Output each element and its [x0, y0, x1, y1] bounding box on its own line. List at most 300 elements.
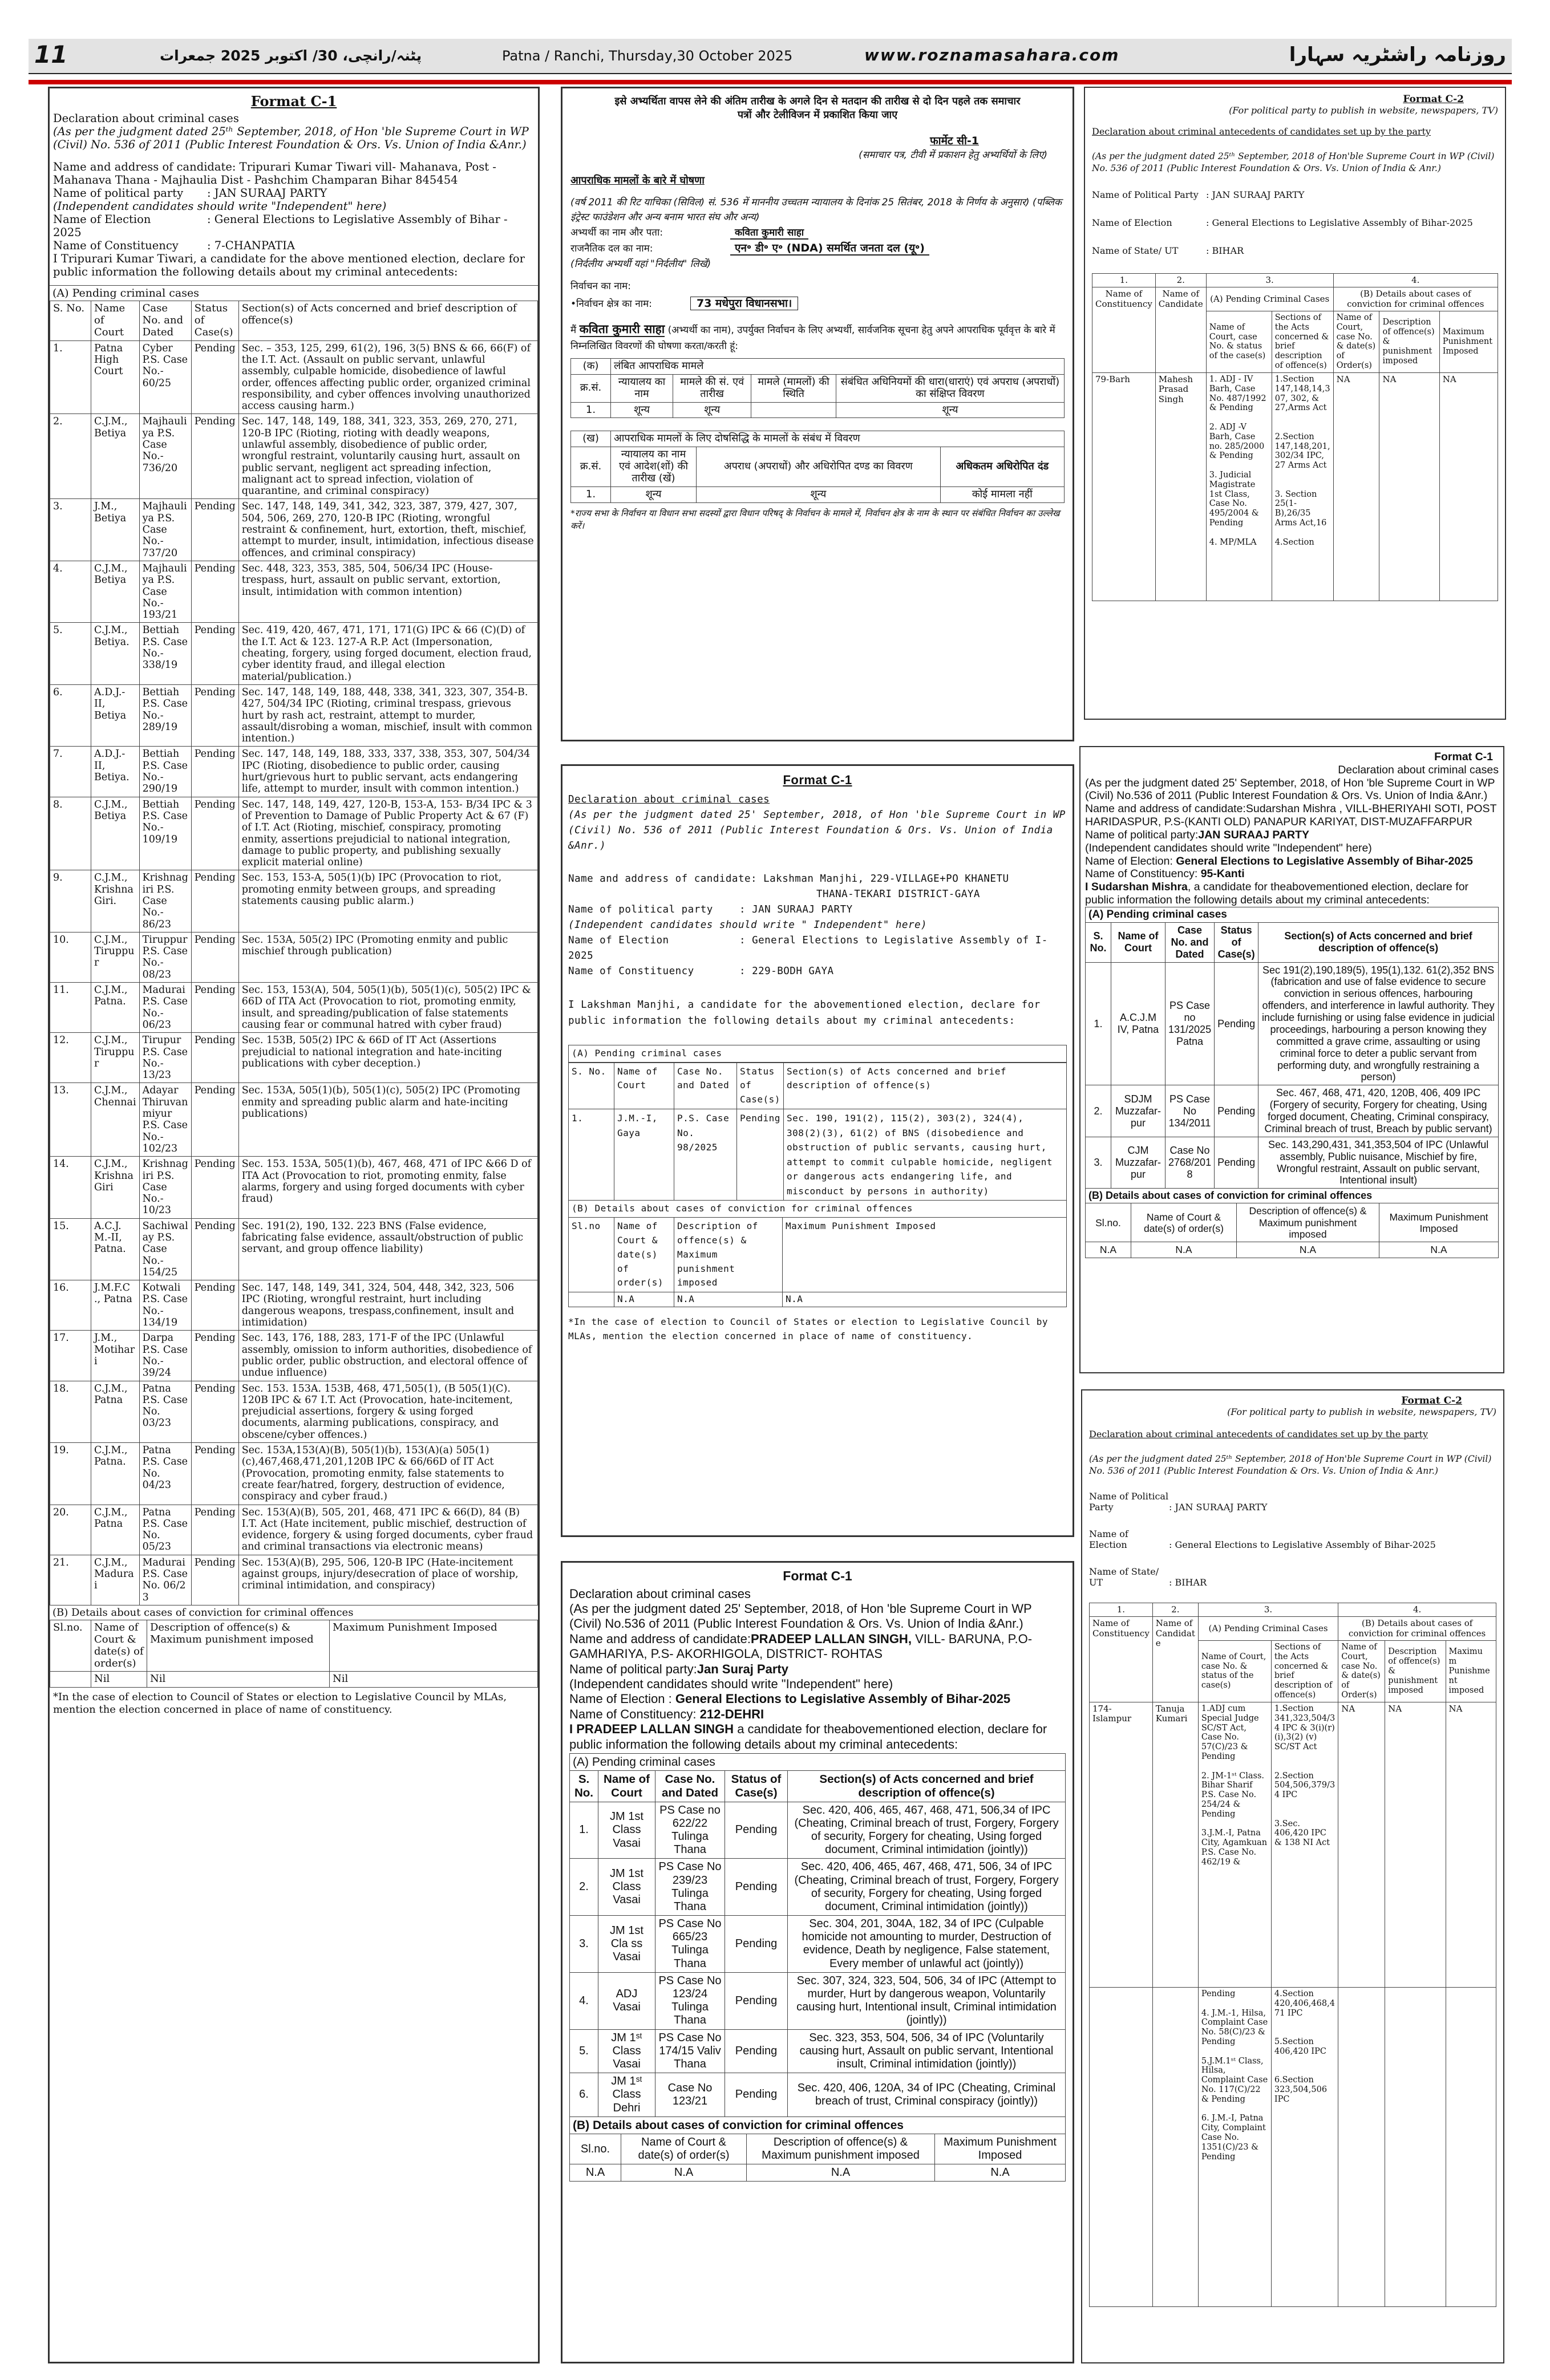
c2a-party-label: Name of Political Party: [1092, 189, 1199, 200]
c2b-election-label: Name of Election: [1089, 1528, 1128, 1550]
c1-cell: C.J.M., Krishna Giri: [91, 1157, 140, 1218]
mc-party-label: Name of political party:: [1085, 828, 1199, 841]
hindi-const-label: •निर्वाचन क्षेत्र का नाम:: [570, 298, 652, 310]
c1-cell: Sec. 143, 176, 188, 283, 171-F of the IPC (Unlawful assembly, omission to inform authorities, disobedience of public order, public obstruction, and electoral offence of undue influence): [238, 1331, 537, 1381]
lm-indep: (Independent candidates should write " Independent" here): [568, 919, 928, 931]
c1-cell: Pending: [191, 1218, 238, 1280]
ps-row: [570, 1916, 1066, 1973]
ps-cell: 1.: [570, 1802, 598, 1859]
c1-cell: Majhauli ya P.S. Case No.- 193/21: [139, 561, 191, 622]
c1-cell: Sec. 419, 420, 467, 471, 171, 171(G) IPC & 66 (C)(D) of the I.T. Act & 123. 127-A R.P. Act (Impersonation, cheating, forgery, using forged document, election fraud, cyber identity fraud, and illegal election material/publication.): [238, 623, 537, 684]
c1-row: [50, 1157, 538, 1218]
ps-decl: Declaration about criminal cases: [569, 1586, 751, 1601]
lm-judgment: (As per the judgment dated 25' September, 2018, of Hon 'ble Supreme Court in WP (Civil) No. 536 of 2011 (Public Interest Foundation & Ors. Vs. Union of India &Anr.): [568, 809, 1066, 852]
c1-constituency-value: : 7-CHANPATIA: [207, 239, 295, 252]
masthead: روزنامہ راشٹریہ سہارا: [1289, 43, 1506, 66]
ps-cell: Sec. 420, 406, 120A, 34 of IPC (Cheating, Criminal breach of trust, Criminal conspiracy (jointly)): [788, 2073, 1066, 2117]
c1-cell: Pending: [191, 1505, 238, 1555]
c1-cell: Sec. 153(A)(B), 295, 506, 120-B IPC (Hate-incitement against groups, injury/desecration of place of worship, criminal intimidation, and conspiracy): [238, 1555, 537, 1605]
hindi-name-value: कविता कुमारी साहा: [730, 227, 808, 240]
c2b-h1: (B) Details about cases of conviction for criminal offences: [1338, 1617, 1496, 1641]
c2a-na: NA: [1379, 372, 1439, 601]
ps-election-value: General Elections to Legislative Assembly of Bihar-2025: [675, 1692, 1011, 1706]
mc-th: Name of Court: [1111, 922, 1165, 962]
mc-judgment: (As per the judgment dated 25' September, 2018, of Hon 'ble Supreme Court in WP (Civil) No.536 of 2011 (Public Interest Foundation & Ors. Vs. Union of India &Anr.): [1085, 776, 1495, 802]
c1-cell: Sec. 153(A)(B), 505, 201, 468, 471 IPC & 66(D), 84 (B) I.T. Act (Hate incitement, public mischief, destruction of evidence, forgery & using forged documents, cyber fraud and criminal transactions via electronic means): [238, 1505, 537, 1555]
c2b-h2: Sections of the Acts concerned & brief description of offence(s): [1271, 1641, 1338, 1702]
lm-bh: Maximum Punishment Imposed: [783, 1218, 1067, 1292]
ps-judgment: (As per the judgment dated 25' September, 2018, of Hon 'ble Supreme Court in WP (Civil) No.536 of 2011 (Public Interest Foundation & Ors. Vs. Union of India &Anr.): [569, 1601, 1032, 1631]
newspaper-header: [29, 39, 1512, 74]
c1-row: [50, 797, 538, 870]
c2b-constituency: 174-Islampur: [1090, 1702, 1153, 1987]
c1-cell: 20.: [50, 1505, 91, 1555]
mc-cell: Pending: [1215, 962, 1258, 1085]
c2b-h2: Name of Court, case No. & date(s) of Order(s): [1338, 1641, 1385, 1702]
c1-cell: 14.: [50, 1157, 91, 1218]
ps-name: PRADEEP LALLAN SINGH,: [750, 1631, 912, 1646]
c1-cell: Sec. 147, 148, 149, 341, 324, 504, 448, 342, 323, 506 IPC (Rioting, wrongful restraint, hurt including dangerous weapons, trespass,confinement, insult and intimidation): [238, 1280, 537, 1331]
c1-cell: C.J.M., Chennai: [91, 1083, 140, 1157]
c2a-candidate: Mahesh Prasad Singh: [1155, 372, 1206, 601]
c1-cell: 11.: [50, 983, 91, 1033]
c1-cell: Sec. 147, 148, 149, 427, 120-B, 153-A, 153- B/34 IPC & 3 of Prevention to Damage of Public Property Act & 67 (F) of I.T. Act (Rioting, mischief, conspiracy, promoting enmity, assertions prejudicial to national integration, damage to public property, and publishing sexually explicit material online): [238, 797, 537, 870]
c2b-num: 4.: [1338, 1603, 1496, 1616]
ps-section-a: (A) Pending criminal cases: [569, 1753, 1066, 1770]
ps-pending-table: [569, 1770, 1066, 2117]
c1-cell: A.D.J.-II, Betiya.: [91, 747, 140, 797]
c1-cell: Bettiah P.S. Case No.- 338/19: [139, 623, 191, 684]
ps-cell: JM 1ˢᵗ Class Vasai: [598, 2029, 655, 2073]
mc-statement: , a candidate for theabovementioned election, declare for public information the following details about my criminal antecedents:: [1085, 881, 1469, 906]
ps-th: S. No.: [570, 1771, 598, 1802]
lm-th: Name of Court: [614, 1063, 674, 1109]
mc-cell: PS Case no 131/2025 Patna: [1165, 962, 1215, 1085]
c1-cell: Sec. 153A,153(A)(B), 505(1)(b), 153(A)(a) 505(1)(c),467,468,471,201,120B IPC & 66/66D of IT Act (Provocation, promoting enmity, false statements to create fear/hatred, forgery, destruction of evidence, conspiracy and cyber fraud.): [238, 1443, 537, 1505]
c1-bh: Sl.no.: [50, 1620, 91, 1672]
c2b-na: NA: [1446, 1702, 1496, 1987]
c2b-sub: (For political party to publish in website, newspapers, TV): [1227, 1406, 1496, 1417]
c1-bv: Nil: [147, 1672, 330, 1688]
c2b-h1: Name of Candidat e: [1152, 1617, 1198, 1702]
mc-decl: Declaration about criminal cases: [1338, 763, 1499, 776]
c1-constituency-label: Name of Constituency: [53, 239, 179, 252]
mc-title: Format C-1: [1434, 751, 1493, 763]
c1-cell: Pending: [191, 1443, 238, 1505]
c1-cell: Patna High Court: [91, 340, 140, 414]
c1-cell: Patna P.S. Case No. 05/23: [139, 1505, 191, 1555]
c2a-election-value: : General Elections to Legislative Assembly of Bihar-2025: [1206, 217, 1473, 228]
c2b-title: Format C-2: [1401, 1395, 1462, 1406]
mc-row: [1086, 962, 1499, 1085]
lm-td: Pending: [737, 1109, 784, 1201]
c1-bh: Name of Court & date(s) of order(s): [91, 1620, 147, 1672]
c2b-state-value: : BIHAR: [1169, 1576, 1207, 1588]
mc-cell: CJM Muzzafar-pur: [1111, 1137, 1165, 1189]
ps-cell: JM 1st Class Vasai: [598, 1802, 655, 1859]
c2b-party-value: : JAN SURAAJ PARTY: [1169, 1501, 1268, 1513]
c2b-table: [1089, 1603, 1496, 2307]
c2b-h1: (A) Pending Criminal Cases: [1198, 1617, 1338, 1641]
c1-cell: Pending: [191, 1033, 238, 1083]
c1-cell: 9.: [50, 870, 91, 932]
mc-bh: Description of offence(s) & Maximum punishment imposed: [1237, 1203, 1379, 1242]
ps-bv: N.A: [621, 2164, 747, 2182]
c1-row: [50, 499, 538, 561]
c1-cell: Cyber P.S. Case No.- 60/25: [139, 340, 191, 414]
c1-cell: 8.: [50, 797, 91, 870]
hindi-p2a: मैं: [570, 325, 577, 336]
c1-cell: Adayar Thiruvan miyur P.S. Case No.- 102/23: [139, 1083, 191, 1157]
ps-bh: Sl.no.: [570, 2134, 621, 2164]
ps-cell: 5.: [570, 2029, 598, 2073]
ps-cell: Sec. 323, 353, 504, 506, 34 of IPC (Voluntarily causing hurt, Assault on public servant, Intentional insult, Criminal intimidation (jointly)): [788, 2029, 1066, 2073]
c1-cell: 17.: [50, 1331, 91, 1381]
c1-pending-table: [50, 301, 538, 1605]
c1-cell: 13.: [50, 1083, 91, 1157]
c1-cell: J.M., Motihar i: [91, 1331, 140, 1381]
ps-bh: Description of offence(s) & Maximum punishment imposed: [747, 2134, 935, 2164]
website[interactable]: www.roznamasahara.com: [864, 46, 1120, 64]
ps-indep: (Independent candidates should write "Independent" here): [569, 1676, 893, 1691]
c1-cell: 7.: [50, 747, 91, 797]
ps-statement: a candidate for theabovementioned election, declare for public information the following details about my criminal antecedents:: [569, 1722, 1047, 1751]
c2b-decl: Declaration about criminal antecedents of candidates set up by the party: [1089, 1429, 1428, 1440]
c1-cell: 15.: [50, 1218, 91, 1280]
lm-address: Name and address of candidate: Lakshman Manjhi, 229-VILLAGE+PO KHANETU: [568, 873, 1009, 885]
lm-section-b: (B) Details about cases of conviction for criminal offences: [568, 1201, 1067, 1217]
mc-stmt-name: I Sudarshan Mishra: [1085, 881, 1188, 894]
c1-table-header: [50, 301, 538, 341]
c1-cell: Tiruppur P.S. Case No.- 08/23: [139, 932, 191, 982]
c1-cell: Krishnag iri P.S. Case No.- 10/23: [139, 1157, 191, 1218]
c2a-h2: Name of Court, case No. & status of the case(s): [1206, 311, 1272, 373]
ps-cell: 4.: [570, 1972, 598, 2029]
c2a-constituency: 79-Barh: [1092, 372, 1156, 601]
ps-cell: Pending: [725, 1859, 788, 1916]
c1-cell: Sec. 448, 323, 353, 385, 504, 506/34 IPC (House-trespass, hurt, assault on public servant, extortion, insult, intimidation with common intention): [238, 561, 537, 622]
c1-cell: Bettiah P.S. Case No.- 109/19: [139, 797, 191, 870]
ps-cell: PS Case No 665/23 Tulinga Thana: [655, 1916, 725, 1973]
c1-cell: Sec. 153A, 505(1)(b), 505(1)(c), 505(2) IPC (Promoting enmity and spreading public alarm and hate-inciting publications): [238, 1083, 537, 1157]
c1-cell: Majhauli ya P.S. Case No.- 737/20: [139, 499, 191, 561]
lm-section-a: (A) Pending criminal cases: [568, 1045, 1067, 1063]
c2b-h2: Description of offence(s) & punishment imposed: [1385, 1641, 1446, 1702]
hindi-kha-title: आपराधिक मामलों के लिए दोषसिद्धि के मामलों के संबंध में विवरण: [611, 431, 1065, 447]
c1-cell: Pending: [191, 870, 238, 932]
hindi-p2b: (अभ्यर्थी का नाम), उपर्युक्त निर्वाचन के लिए अभ्यर्थी, सार्वजनिक सूचना हेतु अपने आपराधिक पूर्ववृत्त के बारे में निम्नलिखित विवरणों की घोषणा करता/करती हूं:: [570, 325, 1055, 352]
hindi-khh: न्यायालय का नाम एवं आदेश(शों) की तारीख (खें): [611, 447, 697, 487]
c1-cell: C.J.M., Betiya: [91, 797, 140, 870]
c2a-state-value: : BIHAR: [1206, 245, 1244, 256]
c1-cell: C.J.M., Madura i: [91, 1555, 140, 1605]
ps-bv: N.A: [935, 2164, 1066, 2182]
hindi-p2-name: कविता कुमारी साहा: [579, 322, 665, 336]
c1-cell: Kotwali P.S. Case No.- 134/19: [139, 1280, 191, 1331]
ps-cell: 2.: [570, 1859, 598, 1916]
c1-cell: 5.: [50, 623, 91, 684]
c2b-num: 3.: [1198, 1603, 1338, 1616]
c1-cell: A.C.J. M.-II, Patna.: [91, 1218, 140, 1280]
mc-section-a: (A) Pending criminal cases: [1085, 907, 1499, 922]
lm-constituency-label: Name of Constituency: [568, 966, 694, 978]
c1-address: Name and address of candidate: Tripurari Kumar Tiwari vill- Mahanava, Post - Mahanava Thana - Majhaulia Dist - Pashchim Champaran Bihar 845454: [53, 160, 496, 186]
c1-cell: Sec. 153. 153A, 505(1)(b), 467, 468, 471 of IPC &66 D of ITA Act (Provocation to riot, promoting enmity, false alarms, forgery and using forged documents with cyber fraud): [238, 1157, 537, 1218]
c1-cell: C.J.M., Tiruppu r: [91, 1033, 140, 1083]
mc-cell: Case No 2768/201 8: [1165, 1137, 1215, 1189]
mc-bh: Name of Court & date(s) of order(s): [1131, 1203, 1237, 1242]
c1-row: [50, 1331, 538, 1381]
ps-cell: Pending: [725, 2073, 788, 2117]
c1-cell: 18.: [50, 1381, 91, 1442]
lm-bh: Description of offence(s) & Maximum punishment imposed: [674, 1218, 783, 1292]
lm-address2: THANA-TEKARI DISTRICT-GAYA: [816, 888, 980, 900]
ps-cell: PS Case No 239/23 Tulinga Thana: [655, 1859, 725, 1916]
c1-cell: Pending: [191, 414, 238, 499]
c1-cell: Sec. 191(2), 190, 132. 223 BNS (False evidence, fabricating false evidence, assault/obstruction of public servant, and group offence liability): [238, 1218, 537, 1280]
c1-cell: Majhauli ya P.S. Case No.- 736/20: [139, 414, 191, 499]
mc-row: [1086, 1137, 1499, 1189]
mc-th: Section(s) of Acts concerned and brief description of offence(s): [1258, 922, 1499, 962]
ps-cell: Sec. 304, 201, 304A, 182, 34 of IPC (Culpable homicide not amounting to murder, Destruction of evidence, Death by negligence, False statement, Every member of unlawful act (jointly)): [788, 1916, 1066, 1973]
c2a-title: Format C-2: [1403, 94, 1464, 105]
hindi-ka-table: [570, 358, 1065, 419]
c2a-h2: Name of Court, case No. & date(s) of Order(s): [1333, 311, 1379, 373]
c2a-sections: 1.Section 147,148,14,3 07, 302, & 27,Arms Act 2.Section 147,148,201, 302/34 IPC, 27 Arms Act 3. Section 25(1-B),26/35 Arms Act,16 4.Section: [1272, 372, 1333, 601]
mc-cell: SDJM Muzzafar-pur: [1111, 1085, 1165, 1137]
ps-cell: PS Case No 123/24 Tulinga Thana: [655, 1972, 725, 2029]
mc-bh: Maximum Punishment Imposed: [1379, 1203, 1499, 1242]
c1-cell: Pending: [191, 623, 238, 684]
mc-address-value: Sudarshan Mishra , VILL-BHERIYAHI SOTI, POST HARIDASPUR, P.S-(KANTI OLD) PANAPUR KARIYAT, DIST-MUZAFFARPUR: [1085, 802, 1497, 829]
c1-row: [50, 983, 538, 1033]
c1-row: [50, 1083, 538, 1157]
c1-cell: Pending: [191, 340, 238, 414]
c1-row: [50, 623, 538, 684]
c2a-courts: 1. ADJ - IV Barh, Case No. 487/1992 & Pending 2. ADJ -V Barh, Case no. 285/2000 & Pending 3. Judicial Magistrate 1st Class, Case No. 495/2004 & Pending 4. MP/MLA: [1206, 372, 1272, 601]
c1-cell: Patna P.S. Case No. 03/23: [139, 1381, 191, 1442]
hindi-election-label: निर्वाचन का नाम:: [570, 281, 631, 293]
ps-stmt-name: I PRADEEP LALLAN SINGH: [569, 1722, 734, 1737]
c1-cell: Pending: [191, 1555, 238, 1605]
c1-cell: Pending: [191, 797, 238, 870]
c1-cell: Sec. 153, 153-A, 505(1)(b) IPC (Provocation to riot, promoting enmity between groups, and spreading statements causing public alarm.): [238, 870, 537, 932]
hindi-indep: (निर्दलीय अभ्यर्थी यहां "निर्दलीय" लिखें): [570, 258, 711, 270]
c2a-decl: Declaration about criminal antecedents of candidates set up by the party: [1092, 126, 1431, 137]
ps-cell: PS Case no 622/22 Tulinga Thana: [655, 1802, 725, 1859]
hindi-khh: क्र.सं.: [571, 447, 611, 487]
ps-cell: Pending: [725, 1916, 788, 1973]
hindi-kv: शून्य: [611, 402, 673, 418]
ps-block: [561, 1561, 1074, 2363]
c1-cell: 1.: [50, 340, 91, 414]
mc-constituency-value: 95-Kanti: [1200, 867, 1245, 881]
c1-cell: Sec. 153B, 505(2) IPC & 66D of IT Act (Assertions prejudicial to national integration and hate-inciting publications with cyber deception.): [238, 1033, 537, 1083]
mc-th: Status of Case(s): [1215, 922, 1258, 962]
mc-cell: 1.: [1086, 962, 1111, 1085]
c1-cell: Pending: [191, 747, 238, 797]
c1-cell: Pending: [191, 684, 238, 746]
c1-cell: Madurai P.S. Case No.- 06/23: [139, 983, 191, 1033]
hindi-kv: शून्य: [673, 402, 751, 418]
hindi-party-label: राजनैतिक दल का नाम:: [570, 243, 653, 255]
lm-th: Section(s) of Acts concerned and brief description of offence(s): [783, 1063, 1066, 1109]
ps-cell: Sec. 420, 406, 465, 467, 468, 471, 506, 34 of IPC (Cheating, Criminal breach of trust, Forgery, Forgery of security, Forgery for cheating, Using forged document, Criminal intimidation (jointly)): [788, 1859, 1066, 1916]
ps-cell: JM 1st Class Vasai: [598, 1859, 655, 1916]
c2b-h2: Maximu m Punishme nt imposed: [1446, 1641, 1496, 1702]
ps-section-b: (B) Details about cases of conviction for criminal offences: [569, 2117, 1066, 2134]
hindi-khv: शून्य: [611, 486, 697, 502]
c1-cell: Sec. 153, 153(A), 504, 505(1)(b), 505(1)(c), 505(2) IPC & 66D of ITA Act (Provocation to riot, promoting enmity, insult, and spreading/publication of false statements causing fear or communal hatred with cyber fraud): [238, 983, 537, 1033]
c1-row: [50, 561, 538, 622]
mc-conviction-table: [1085, 1203, 1499, 1258]
mc-bv: N.A: [1086, 1242, 1131, 1258]
c1-cell: Patna P.S. Case No. 04/23: [139, 1443, 191, 1505]
ps-bv: N.A: [747, 2164, 935, 2182]
c1-row: [50, 1280, 538, 1331]
hindi-format: फार्मेट सी-1: [930, 135, 979, 147]
hindi-heading: आपराधिक मामलों के बारे में घोषणा: [570, 175, 705, 186]
c2b-h1: Name of Constituency: [1090, 1617, 1153, 1702]
hindi-kha-table: [570, 431, 1065, 502]
c1-cell: Sec. 153A, 505(2) IPC (Promoting enmity and public mischief through publication): [238, 932, 537, 982]
ps-cell: Case No 123/21: [655, 2073, 725, 2117]
hindi-party-value: एन॰ डी॰ ए॰ (NDA) समर्थित जनता दल (यू॰): [730, 242, 929, 256]
mc-cell: A.C.J.M IV, Patna: [1111, 962, 1165, 1085]
ps-bh: Name of Court & date(s) of order(s): [621, 2134, 747, 2164]
ps-title: Format C-1: [783, 1568, 852, 1583]
c2b-candidate: Tanuja Kumari: [1152, 1702, 1198, 1987]
mc-cell: Sec. 467, 468, 471, 420, 120B, 406, 409 IPC (Forgery of security, Forgery for cheating, Using forged document, Cheating, Criminal conspiracy, Criminal breach of trust, Breach by public servant): [1258, 1085, 1499, 1137]
hindi-kh: मामले (मामलों) की स्थिति: [751, 374, 836, 402]
c1-judgment: (As per the judgment dated 25ᵗʰ September, 2018, of Hon 'ble Supreme Court in WP (Civil) No. 536 of 2011 (Public Interest Foundation & Ors. Vs. Union of India &Anr.): [53, 125, 529, 151]
c1-party-value: : JAN SURAAJ PARTY: [207, 186, 327, 200]
c1-cell: 12.: [50, 1033, 91, 1083]
hindi-kv: 1.: [571, 402, 611, 418]
hindi-const-value: 73 मधेपुरा विधानसभा।: [690, 297, 798, 310]
c1-cell: Pending: [191, 932, 238, 982]
c2b-num: 1.: [1090, 1603, 1153, 1616]
c1-cell: 6.: [50, 684, 91, 746]
lm-conviction-table: [568, 1217, 1067, 1307]
hindi-ka: (क): [571, 358, 611, 374]
lm-bv: N.A: [783, 1292, 1067, 1307]
lm-td: J.M.-I, Gaya: [614, 1109, 674, 1201]
c2a-h1: Name of Constituency: [1092, 287, 1156, 373]
lm-title: Format C-1: [783, 773, 852, 787]
c1-cell: 10.: [50, 932, 91, 982]
c1-tripurari-block: [48, 87, 540, 2363]
c2b-na: NA: [1385, 1702, 1446, 1987]
ps-row: [570, 2029, 1066, 2073]
c1-decl: Declaration about criminal cases: [53, 112, 239, 125]
lm-bv: N.A: [614, 1292, 674, 1307]
c1-cell: 19.: [50, 1443, 91, 1505]
c1-cell: 21.: [50, 1555, 91, 1605]
c1-cell: C.J.M., Patna.: [91, 1443, 140, 1505]
mc-address-label: Name and address of candidate:: [1085, 802, 1246, 816]
hindi-khv: शून्य: [697, 486, 941, 502]
mc-cell: PS Case No 134/2011: [1165, 1085, 1215, 1137]
c2b-num: 2.: [1152, 1603, 1198, 1616]
c1-row: [50, 1218, 538, 1280]
ps-address-label: Name and address of candidate:: [569, 1631, 751, 1646]
c2a-h2: Maximum Punishment Imposed: [1439, 311, 1498, 373]
ps-constituency-value: 212-DEHRI: [699, 1706, 764, 1721]
c1-section-b: (B) Details about cases of conviction for criminal offences: [52, 1606, 354, 1619]
mc-cell: Pending: [1215, 1085, 1258, 1137]
c1-row: [50, 747, 538, 797]
lm-pending-table: [568, 1063, 1067, 1201]
hindi-line1: इसे अभ्यर्थिता वापस लेने की अंतिम तारीख के अगले दिन से मतदान की तारीख से दो दिन पहले तक समाचार: [614, 95, 1021, 107]
c1-cell: Sec. 147, 148, 149, 341, 342, 323, 387, 379, 427, 307, 504, 506, 269, 270, 120-B IPC (Rioting, wrongful restraint & confinement, hurt, extortion, theft, mischief, attempt to murder, insult, intimidation, infectious disease offences, and criminal conspiracy): [238, 499, 537, 561]
c1-cell: 16.: [50, 1280, 91, 1331]
ps-conviction-table: [569, 2134, 1066, 2182]
c2a-party-value: : JAN SURAAJ PARTY: [1206, 189, 1305, 200]
ps-cell: Pending: [725, 2029, 788, 2073]
mc-cell: Pending: [1215, 1137, 1258, 1189]
c2b-h2: Name of Court, case No. & status of the case(s): [1198, 1641, 1271, 1702]
mc-bv: N.A: [1379, 1242, 1499, 1258]
mc-block: [1079, 746, 1504, 1373]
hindi-ka-title: लंबित आपराधिक मामले: [611, 358, 1065, 374]
c2b-na: NA: [1338, 1702, 1385, 1987]
lm-election-value: : General Elections to Legislative Assembly of I-2025: [568, 935, 1048, 962]
c1-th: S. No.: [50, 301, 91, 341]
c2a-h1: (B) Details about cases of conviction for criminal offences: [1333, 287, 1498, 311]
c1-cell: 3.: [50, 499, 91, 561]
c1-statement: I Tripurari Kumar Tiwari, a candidate for the above mentioned election, declare for public information the following details about my criminal antecedents:: [53, 252, 525, 278]
c2b-party-label: Name of Political Party: [1089, 1490, 1169, 1513]
mc-bv: N.A: [1237, 1242, 1379, 1258]
lm-td: 1.: [569, 1109, 614, 1201]
hindi-khh: अधिकतम अधिरोपित दंड: [940, 447, 1064, 487]
c1-election-label: Name of Election: [53, 213, 151, 226]
c2a-h1: (A) Pending Criminal Cases: [1206, 287, 1333, 311]
ps-row: [570, 1859, 1066, 1916]
c2b-block: [1081, 1389, 1504, 2363]
lm-th: Status of Case(s): [737, 1063, 784, 1109]
c1-th: Case No. and Dated: [139, 301, 191, 341]
ps-cell: JM 1st Cla ss Vasai: [598, 1916, 655, 1973]
c1-cell: Sec. 147, 148, 149, 188, 333, 337, 338, 353, 307, 504/34 IPC (Rioting, disobedience to public order, causing hurt/grievous hurt to public servant, acts endangering life, attempt to murder, insult with common intention.): [238, 747, 537, 797]
c1-row: [50, 414, 538, 499]
ps-bh: Maximum Punishment Imposed: [935, 2134, 1066, 2164]
c1-cell: Tirupur P.S. Case No.- 13/23: [139, 1033, 191, 1083]
hindi-kh: मामले की सं. एवं तारीख: [673, 374, 751, 402]
hindi-khv: कोई मामला नहीं: [940, 486, 1064, 502]
c1-cell: C.J.M., Patna.: [91, 983, 140, 1033]
ps-row: [570, 2073, 1066, 2117]
mc-th: Case No. and Dated: [1165, 922, 1215, 962]
c2a-num: 4.: [1333, 273, 1498, 287]
hindi-footnote: *राज्य सभा के निर्वाचन या विधान सभा सदस्यों द्वारा विधान परिषद् के निर्वाचन के मामले में, निर्वाचन क्षेत्र के नाम के स्थान पर संबंधित निर्वाचन का उल्लेख करें।: [570, 508, 1060, 531]
ps-cell: Sec. 420, 406, 465, 467, 468, 471, 506,34 of IPC (Cheating, Criminal breach of trust, Forgery, Forgery of security, Forgery for cheating, Using forged document, Criminal intimidation (jointly)): [788, 1802, 1066, 1859]
ps-cell: Pending: [725, 1972, 788, 2029]
c2a-block: [1084, 87, 1506, 720]
c1-cell: C.J.M., Patna: [91, 1505, 140, 1555]
lm-party-value: : JAN SURAAJ PARTY: [739, 903, 853, 915]
c1-th: Section(s) of Acts concerned and brief description of offence(s): [238, 301, 537, 341]
lm-statement: I Lakshman Manjhi, a candidate for the abovementioned election, declare for public information the following details about my criminal antecedents:: [568, 999, 1041, 1027]
lm-decl: Declaration about criminal cases: [568, 794, 770, 806]
ps-th: Section(s) of Acts concerned and brief description of offence(s): [788, 1771, 1066, 1802]
c1-bv: Nil: [91, 1672, 147, 1688]
c2a-num: 2.: [1155, 273, 1206, 287]
ps-constituency-label: Name of Constituency:: [569, 1706, 697, 1721]
ps-cell: 3.: [570, 1916, 598, 1973]
hindi-para1: (वर्ष 2011 की रिट याचिका (सिविल) सं. 536 में माननीय उच्चतम न्यायालय के दिनांक 25 सितंबर, 2018 के निर्णय के अनुसार) (पब्लिक इंट्रेस्ट फाउंडेशन और अन्य बनाम भारत संघ और अन्य): [570, 197, 1062, 224]
